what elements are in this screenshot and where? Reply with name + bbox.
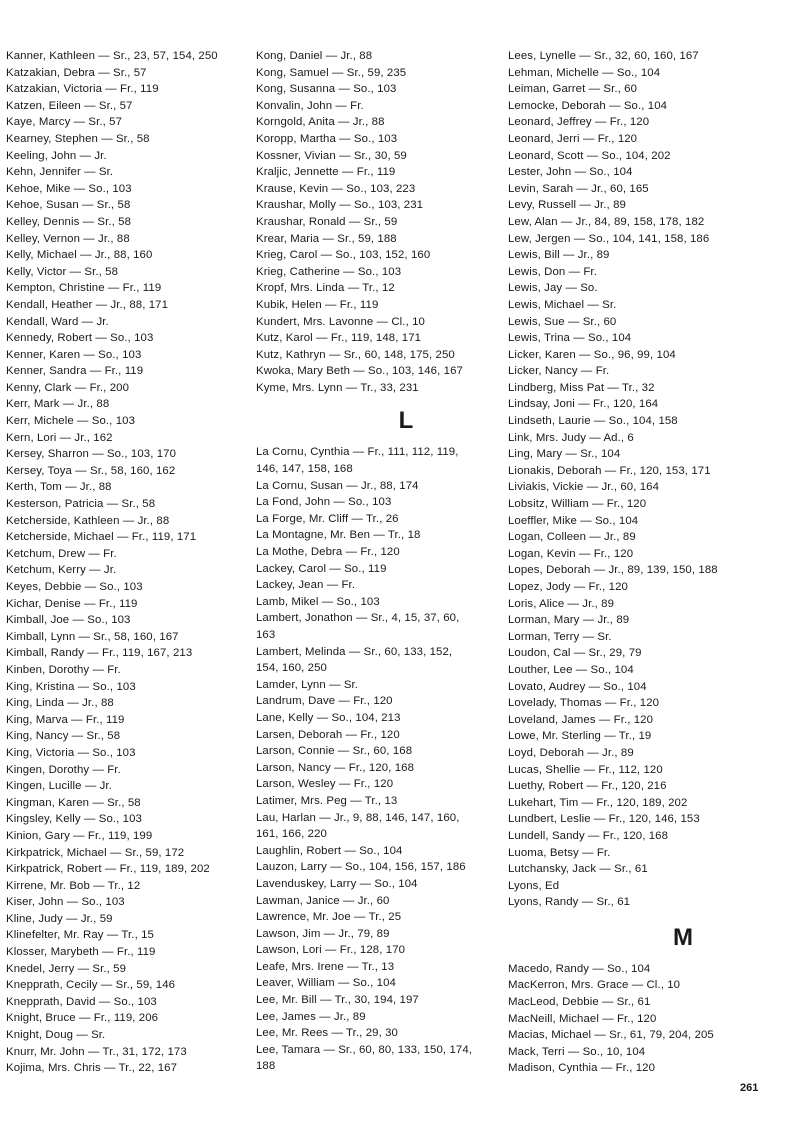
index-column-3	[508, 48, 798, 1077]
index-entry: Kehoe, Susan — Sr., 58	[6, 199, 131, 212]
index-entry: Katzen, Eileen — Sr., 57	[6, 99, 133, 112]
page-number: 261	[740, 1082, 759, 1094]
index-entry: Landrum, Dave — Fr., 120	[256, 695, 393, 708]
index-entry: Krause, Kevin — So., 103, 223	[256, 182, 416, 195]
index-entry: Kong, Daniel — Jr., 88	[256, 50, 373, 62]
index-group	[508, 961, 798, 1077]
index-entry: Ketcherside, Michael — Fr., 119, 171	[6, 531, 197, 544]
index-entry: Lemocke, Deborah — So., 104	[508, 99, 668, 112]
index-entry: Lawrence, Mr. Joe — Tr., 25	[256, 911, 402, 924]
index-entry: Link, Mrs. Judy — Ad., 6	[508, 431, 634, 444]
index-entry: Lopes, Deborah — Jr., 89, 139, 150, 188	[508, 564, 718, 577]
index-entry: Loudon, Cal — Sr., 29, 79	[508, 647, 642, 660]
index-entry: Kimball, Lynn — Sr., 58, 160, 167	[6, 630, 179, 643]
index-entry: Kenny, Clark — Fr., 200	[6, 381, 130, 394]
index-entry: Kubik, Helen — Fr., 119	[256, 298, 379, 311]
index-entry: Lopez, Jody — Fr., 120	[508, 581, 628, 593]
index-entry: Knepprath, David — So., 103	[6, 995, 157, 1008]
index-entry: Lukehart, Tim — Fr., 120, 189, 202	[508, 796, 688, 809]
index-entry: Lau, Harlan — Jr., 9, 88, 146, 147, 160,	[256, 811, 460, 824]
index-entry: Kinben, Dorothy — Fr.	[6, 663, 121, 676]
index-entry: Kiser, John — So., 103	[6, 896, 125, 909]
index-entry: King, Kristina — So., 103	[6, 680, 136, 693]
index-entry: Loveland, James — Fr., 120	[508, 713, 654, 726]
index-entry: Kerr, Michele — So., 103	[6, 415, 136, 428]
index-entry: Kingen, Lucille — Jr.	[6, 780, 112, 793]
index-entry: Knepprath, Cecily — Sr., 59, 146	[6, 979, 176, 992]
index-entry: Lawson, Lori — Fr., 128, 170	[256, 944, 406, 957]
index-entry: Krieg, Carol — So., 103, 152, 160	[256, 249, 431, 262]
index-entry: Kelley, Vernon — Jr., 88	[6, 232, 130, 245]
index-entry: Kennedy, Robert — So., 103	[6, 332, 154, 345]
index-entry: Lackey, Jean — Fr.	[256, 579, 356, 592]
index-entry: Loris, Alice — Jr., 89	[508, 597, 615, 610]
index-entry: Leiman, Garret — Sr., 60	[508, 83, 638, 96]
index-entry: Lewis, Michael — Sr.	[508, 298, 617, 311]
index-entry: Kossner, Vivian — Sr., 30, 59	[256, 149, 407, 162]
index-entry: Kwoka, Mary Beth — So., 103, 146, 167	[256, 365, 463, 378]
index-entry: Luethy, Robert — Fr., 120, 216	[508, 780, 667, 793]
index-entry: Kern, Lori — Jr., 162	[6, 431, 113, 444]
index-entry: Kehn, Jennifer — Sr.	[6, 166, 114, 179]
index-entry: Lee, Tamara — Sr., 60, 80, 133, 150, 174,	[256, 1043, 473, 1056]
index-entry: Konvalin, John — Fr.	[256, 99, 364, 112]
index-entry: Kraushar, Ronald — Sr., 59	[256, 215, 398, 228]
index-entry: Macedo, Randy — So., 104	[508, 962, 651, 975]
index-entry: Kaye, Marcy — Sr., 57	[6, 116, 123, 129]
index-entry: Kichar, Denise — Fr., 119	[6, 597, 138, 610]
index-entry: La Cornu, Susan — Jr., 88, 174	[256, 479, 419, 492]
index-entry: Leafe, Mrs. Irene — Tr., 13	[256, 960, 395, 973]
index-entry: Lewis, Sue — Sr., 60	[508, 315, 617, 328]
index-entry: Lackey, Carol — So., 119	[256, 562, 387, 575]
index-entry: Lawman, Janice — Jr., 60	[256, 894, 390, 907]
index-entry: Larsen, Deborah — Fr., 120	[256, 728, 400, 741]
index-entry: Krear, Maria — Sr., 59, 188	[256, 232, 397, 245]
index-entry: Lobsitz, William — Fr., 120	[508, 498, 647, 511]
index-entry: Kersey, Sharron — So., 103, 170	[6, 448, 177, 461]
index-entry: Kimball, Randy — Fr., 119, 167, 213	[6, 647, 193, 660]
index-entry: Lamder, Lynn — Sr.	[256, 678, 359, 691]
index-entry: MacLeod, Debbie — Sr., 61	[508, 996, 651, 1009]
index-entry: Kendall, Ward — Jr.	[6, 315, 109, 328]
index-entry: Lambert, Jonathon — Sr., 4, 15, 37, 60,	[256, 612, 460, 625]
index-entry: Katzakian, Debra — Sr., 57	[6, 66, 147, 79]
index-entry: Knedel, Jerry — Sr., 59	[6, 962, 127, 975]
index-entry: Kingsley, Kelly — So., 103	[6, 813, 142, 826]
index-entry: Lundell, Sandy — Fr., 120, 168	[508, 829, 669, 842]
index-entry: Lew, Jergen — So., 104, 141, 158, 186	[508, 232, 710, 245]
index-entry: Logan, Colleen — Jr., 89	[508, 531, 636, 544]
index-entry: Keyes, Debbie — So., 103	[6, 581, 143, 593]
index-entry: Kendall, Heather — Jr., 88, 171	[6, 298, 169, 311]
index-entry: Kraljic, Jennette — Fr., 119	[256, 166, 396, 179]
index-entry: Loyd, Deborah — Jr., 89	[508, 746, 634, 759]
index-entry: Leonard, Scott — So., 104, 202	[508, 149, 671, 162]
index-entry: Ketcherside, Kathleen — Jr., 88	[6, 514, 170, 527]
index-entry: Knurr, Mr. John — Tr., 31, 172, 173	[6, 1045, 187, 1058]
index-entry: Leaver, William — So., 104	[256, 977, 396, 990]
index-entry: Macias, Michael — Sr., 61, 79, 204, 205	[508, 1029, 714, 1042]
index-entry: Lovelady, Thomas — Fr., 120	[508, 697, 660, 710]
index-entry: Liviakis, Vickie — Jr., 60, 164	[508, 481, 660, 494]
index-entry: Kempton, Christine — Fr., 119	[6, 282, 162, 295]
index-entry: Lindsay, Joni — Fr., 120, 164	[508, 398, 659, 411]
index-entry: Leonard, Jeffrey — Fr., 120	[508, 116, 650, 129]
index-entry: Kelly, Michael — Jr., 88, 160	[6, 249, 153, 262]
index-entry: Koropp, Martha — So., 103	[256, 132, 398, 145]
index-entry: Kyme, Mrs. Lynn — Tr., 33, 231	[256, 381, 419, 394]
index-entry: Kehoe, Mike — So., 103	[6, 182, 132, 195]
index-entry: Lambert, Melinda — Sr., 60, 133, 152,	[256, 645, 453, 658]
index-entry: Kerth, Tom — Jr., 88	[6, 481, 112, 494]
index-entry: Lamb, Mikel — So., 103	[256, 595, 380, 608]
index-entry: MacKerron, Mrs. Grace — Cl., 10	[508, 979, 681, 992]
index-entry: Kenner, Sandra — Fr., 119	[6, 365, 144, 378]
index-entry: Lorman, Mary — Jr., 89	[508, 614, 630, 627]
index-entry: Kimball, Joe — So., 103	[6, 614, 131, 627]
index-entry: Kropf, Mrs. Linda — Tr., 12	[256, 282, 395, 295]
index-entry: Louther, Lee — So., 104	[508, 663, 634, 676]
index-entry: Licker, Nancy — Fr.	[508, 365, 610, 378]
index-entry: Kirkpatrick, Michael — Sr., 59, 172	[6, 846, 185, 859]
index-entry: 163	[256, 629, 276, 641]
index-entry: Ling, Mary — Sr., 104	[508, 448, 621, 461]
index-entry: Larson, Nancy — Fr., 120, 168	[256, 761, 415, 774]
index-entry: Leonard, Jerri — Fr., 120	[508, 132, 638, 145]
index-entry: Kelley, Dennis — Sr., 58	[6, 215, 132, 228]
index-entry: Lees, Lynelle — Sr., 32, 60, 160, 167	[508, 50, 699, 62]
index-group	[256, 444, 496, 1075]
index-entry: Lewis, Trina — So., 104	[508, 332, 632, 345]
index-group	[508, 48, 798, 911]
index-entry: Mack, Terri — So., 10, 104	[508, 1045, 646, 1058]
index-entry: Katzakian, Victoria — Fr., 119	[6, 83, 159, 96]
index-entry: Kenner, Karen — So., 103	[6, 348, 142, 361]
index-entry: La Fond, John — So., 103	[256, 496, 392, 509]
index-column-2	[256, 48, 496, 1075]
index-entry: Lewis, Bill — Jr., 89	[508, 249, 610, 262]
index-entry: Kesterson, Patricia — Sr., 58	[6, 498, 156, 511]
index-entry: Ketchum, Kerry — Jr.	[6, 564, 117, 577]
index-entry: 154, 160, 250	[256, 662, 327, 675]
index-entry: Lyons, Randy — Sr., 61	[508, 896, 631, 909]
index-entry: Klinefelter, Mr. Ray — Tr., 15	[6, 929, 154, 942]
index-entry: 146, 147, 158, 168	[256, 463, 353, 476]
index-entry: MacNeill, Michael — Fr., 120	[508, 1012, 657, 1025]
index-entry: Lane, Kelly — So., 104, 213	[256, 711, 401, 724]
index-entry: Licker, Karen — So., 96, 99, 104	[508, 348, 676, 361]
index-entry: Kong, Samuel — Sr., 59, 235	[256, 66, 407, 79]
index-entry: Lyons, Ed	[508, 879, 560, 892]
index-entry: La Montagne, Mr. Ben — Tr., 18	[256, 529, 421, 542]
index-entry: Lundbert, Leslie — Fr., 120, 146, 153	[508, 813, 700, 826]
index-entry: Madison, Cynthia — Fr., 120	[508, 1062, 656, 1075]
index-entry: Kong, Susanna — So., 103	[256, 83, 397, 96]
index-entry: Kirkpatrick, Robert — Fr., 119, 189, 202	[6, 863, 210, 876]
index-entry: Kanner, Kathleen — Sr., 23, 57, 154, 250	[6, 50, 218, 62]
index-entry: Lester, John — So., 104	[508, 166, 633, 179]
index-entry: 188	[256, 1060, 276, 1073]
index-entry: Larson, Wesley — Fr., 120	[256, 778, 394, 791]
index-entry: La Mothe, Debra — Fr., 120	[256, 546, 400, 559]
index-entry: Kundert, Mrs. Lavonne — Cl., 10	[256, 315, 425, 328]
index-entry: Lowe, Mr. Sterling — Tr., 19	[508, 730, 652, 743]
index-entry: Kojima, Mrs. Chris — Tr., 22, 167	[6, 1062, 178, 1075]
index-entry: Lee, James — Jr., 89	[256, 1010, 366, 1023]
index-entry: Lee, Mr. Bill — Tr., 30, 194, 197	[256, 994, 419, 1007]
index-entry: King, Linda — Jr., 88	[6, 697, 114, 710]
section-letter-m: M	[673, 923, 693, 951]
index-entry: Kearney, Stephen — Sr., 58	[6, 132, 150, 145]
index-entry: Lavenduskey, Larry — So., 104	[256, 877, 418, 890]
index-entry: Lawson, Jim — Jr., 79, 89	[256, 927, 390, 940]
index-entry: Knight, Bruce — Fr., 119, 206	[6, 1012, 159, 1025]
index-entry: Kraushar, Molly — So., 103, 231	[256, 199, 424, 212]
index-entry: Kutz, Karol — Fr., 119, 148, 171	[256, 332, 422, 345]
index-entry: King, Marva — Fr., 119	[6, 713, 125, 726]
index-entry: Krieg, Catherine — So., 103	[256, 265, 402, 278]
index-entry: Kline, Judy — Jr., 59	[6, 912, 113, 925]
section-letter-l: L	[398, 407, 414, 435]
index-entry: La Forge, Mr. Cliff — Tr., 26	[256, 512, 399, 525]
index-entry: Knight, Doug — Sr.	[6, 1029, 106, 1042]
index-entry: Lovato, Audrey — So., 104	[508, 680, 647, 693]
index-entry: Luoma, Betsy — Fr.	[508, 846, 611, 859]
index-entry: Lewis, Jay — So.	[508, 282, 598, 295]
index-entry: Kinion, Gary — Fr., 119, 199	[6, 829, 153, 842]
index-entry: 161, 166, 220	[256, 828, 327, 841]
index-entry: Laughlin, Robert — So., 104	[256, 844, 403, 857]
index-entry: Loeffler, Mike — So., 104	[508, 514, 639, 527]
index-entry: Kutz, Kathryn — Sr., 60, 148, 175, 250	[256, 348, 455, 361]
index-entry: Korngold, Anita — Jr., 88	[256, 116, 385, 129]
index-entry: Kingen, Dorothy — Fr.	[6, 763, 121, 776]
index-entry: Lionakis, Deborah — Fr., 120, 153, 171	[508, 464, 711, 477]
index-group	[256, 48, 496, 396]
index-entry: Lindberg, Miss Pat — Tr., 32	[508, 381, 655, 394]
index-entry: Kirrene, Mr. Bob — Tr., 12	[6, 879, 141, 892]
index-entry: Lee, Mr. Rees — Tr., 29, 30	[256, 1027, 398, 1040]
index-column-1	[6, 48, 246, 1077]
index-entry: Lehman, Michelle — So., 104	[508, 66, 661, 79]
index-entry: Kersey, Toya — Sr., 58, 160, 162	[6, 464, 176, 477]
index-entry: Lindseth, Laurie — So., 104, 158	[508, 415, 678, 428]
index-entry: Larson, Connie — Sr., 60, 168	[256, 745, 413, 758]
index-entry: Klosser, Marybeth — Fr., 119	[6, 946, 156, 959]
index-entry: Kelly, Victor — Sr., 58	[6, 265, 119, 278]
index-entry: Levy, Russell — Jr., 89	[508, 199, 626, 212]
index-entry: Kerr, Mark — Jr., 88	[6, 398, 110, 411]
index-entry: Lew, Alan — Jr., 84, 89, 158, 178, 182	[508, 215, 705, 228]
index-entry: Ketchum, Drew — Fr.	[6, 547, 117, 560]
index-entry: La Cornu, Cynthia — Fr., 111, 112, 119,	[256, 446, 459, 459]
index-entry: King, Nancy — Sr., 58	[6, 730, 121, 743]
index-entry: Latimer, Mrs. Peg — Tr., 13	[256, 794, 398, 807]
index-entry: Lauzon, Larry — So., 104, 156, 157, 186	[256, 861, 466, 874]
index-entry: Logan, Kevin — Fr., 120	[508, 547, 634, 560]
index-entry: Lewis, Don — Fr.	[508, 265, 597, 278]
index-entry: Lorman, Terry — Sr.	[508, 630, 612, 643]
index-entry: Lucas, Shellie — Fr., 112, 120	[508, 763, 663, 776]
index-entry: Lutchansky, Jack — Sr., 61	[508, 863, 648, 876]
index-entry: King, Victoria — So., 103	[6, 746, 136, 759]
index-entry: Kingman, Karen — Sr., 58	[6, 796, 141, 809]
index-entry: Levin, Sarah — Jr., 60, 165	[508, 182, 649, 195]
index-entry: Keeling, John — Jr.	[6, 149, 107, 162]
